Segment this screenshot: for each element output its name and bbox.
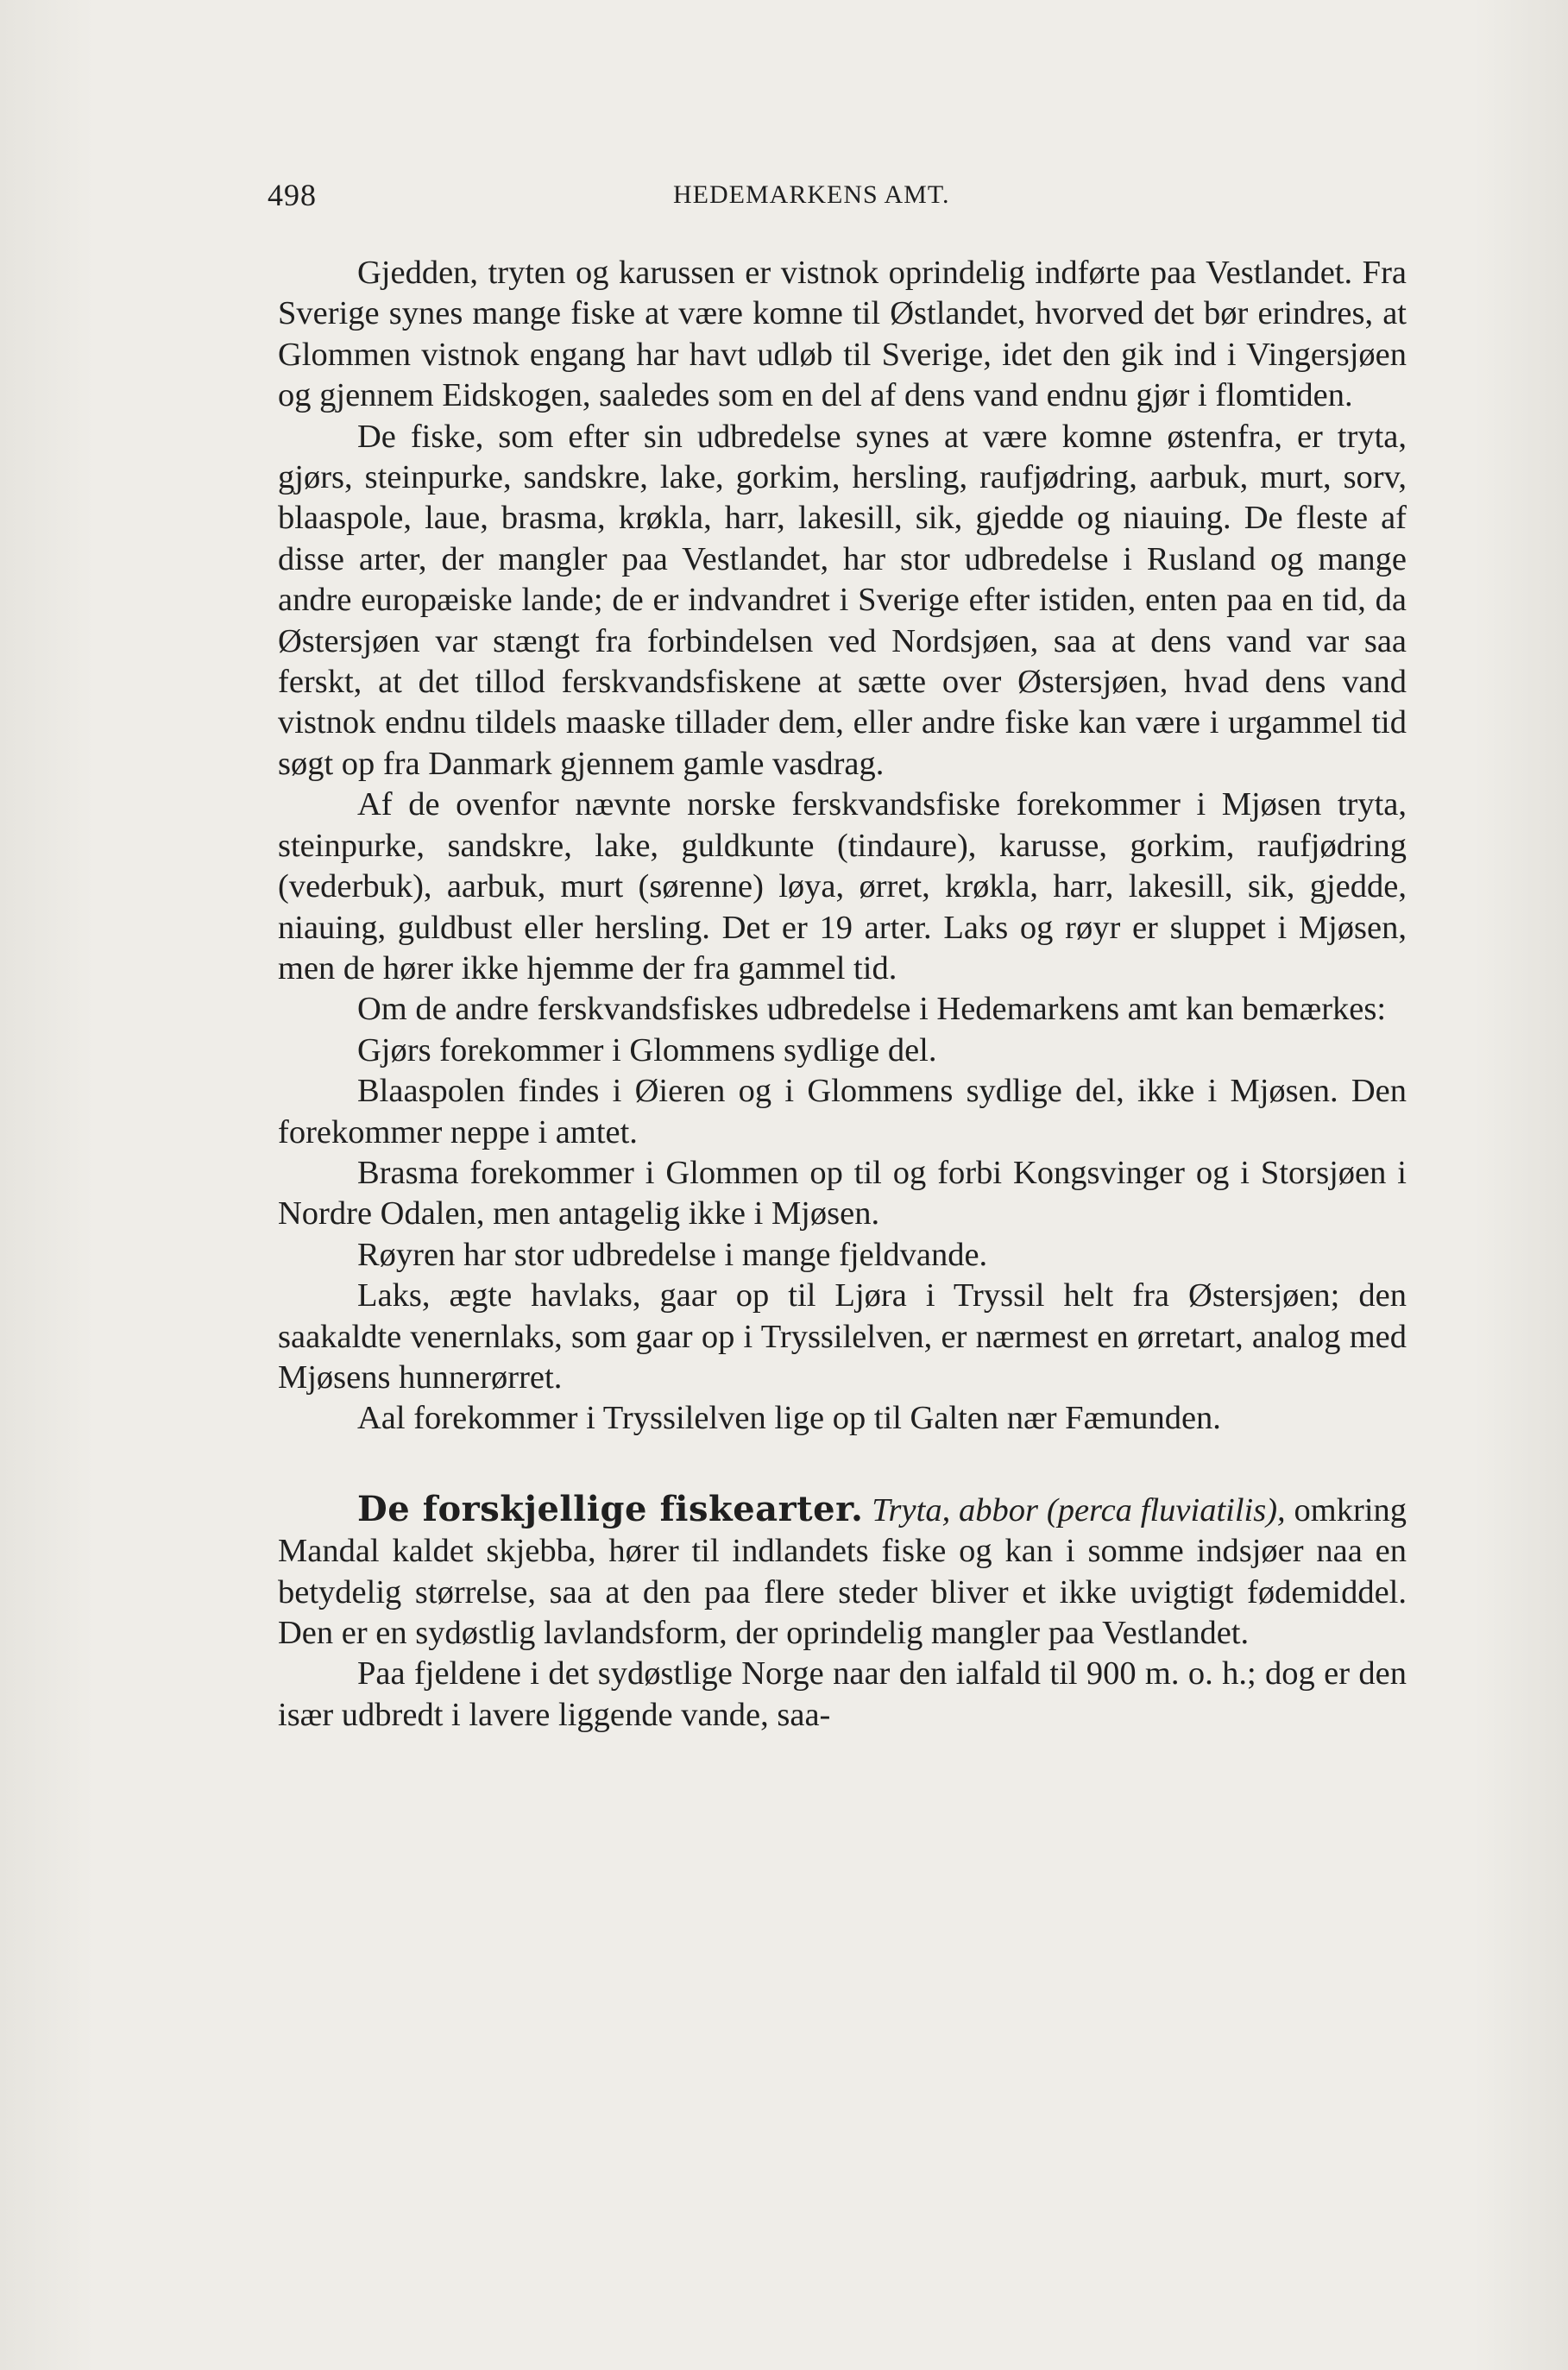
paragraph: De fiske, som efter sin udbredelse synes at være komne østenfra, er tryta, gjørs, steinpurke, sandskre, lake, gorkim, hersling, raufjødring, aarbuk, murt, sorv, blaaspole, laue, brasma, krøkla, harr, lakesill, sik, gjedde og niauing. De fleste af disse arter, der mangler paa Vestlandet, har stor udbredelse i Rusland og mange andre europæiske lande; de er indvandret i Sverige efter istiden, enten paa en tid, da Østersjøen var stængt fra forbindelsen ved Nordsjøen, saa at dens vand var saa ferskt, at det tillod ferskvandsfiskene at sætte over Østersjøen, hvad dens vand vistnok endnu tildels maaske tillader dem, eller andre fiske kan være i urgammel tid søgt op fra Danmark gjennem gamle vasdrag.: [278, 418, 1407, 782]
page-number: 498: [268, 178, 317, 212]
section-gap: [278, 1440, 1407, 1489]
paragraph: Af de ovenfor nævnte norske ferskvandsfiske forekommer i Mjøsen tryta, steinpurke, sandskre, lake, guldkunte (tindaure), karusse, gorkim, raufjødring (vederbuk), aarbuk, murt (sørenne) løya, ørret, krøkla, harr, lakesill, sik, gjedde, niauing, guldbust eller hersling. Det er 19 arter. Laks og røyr er sluppet i Mjøsen, men de hører ikke hjemme der fra gammel tid.: [278, 786, 1407, 986]
paragraph: Blaaspolen findes i Øieren og i Glommens sydlige del, ikke i Mjøsen. Den forekommer neppe i amtet.: [278, 1073, 1407, 1150]
paragraph: Brasma forekommer i Glommen op til og forbi Kongsvinger og i Storsjøen i Nordre Odalen, men antagelig ikke i Mjøsen.: [278, 1154, 1407, 1232]
paragraph: Aal forekommer i Tryssilelven lige op til Galten nær Fæmunden.: [357, 1400, 1221, 1437]
paragraph: Paa fjeldene i det sydøstlige Norge naar den ialfald til 900 m. o. h.; dog er den især udbredt i lavere liggende vande, saa-: [278, 1655, 1407, 1733]
section-paragraph-text: omkring Mandal kaldet skjebba, hører til indlandets fiske og kan i somme indsjøer naa en betydelig størrelse, saa at den paa flere steder bliver et ikke uvigtigt fødemiddel. Den er en sydøstlig lavlandsform, der oprindelig mangler paa Vestlandet.: [278, 1491, 1407, 1651]
paragraph: Gjedden, tryten og karussen er vistnok oprindelig indførte paa Vestlandet. Fra Sverige synes mange fiske at være komne til Østlandet, hvorved det bør erindres, at Glommen vistnok engang har havt udløb til Sverige, idet den gik ind i Vingersjøen og gjennem Eidskogen, saaledes som en del af dens vand endnu gjør i flomtiden.: [278, 255, 1407, 414]
page-header: [268, 177, 1407, 218]
section-paragraph: [278, 1489, 1407, 1655]
species-name: Tryta, abbor (perca fluviatilis),: [872, 1491, 1286, 1529]
body-text: [278, 253, 1407, 1736]
paragraph: Laks, ægte havlaks, gaar op til Ljøra i Tryssil helt fra Østersjøen; den saakaldte venernlaks, som gaar op i Tryssilelven, er nærmest en ørretart, analog med Mjøsens hunnerørret.: [278, 1277, 1407, 1396]
paragraph: Om de andre ferskvandsfiskes udbredelse i Hedemarkens amt kan bemærkes:: [357, 991, 1387, 1028]
paragraph: Gjørs forekommer i Glommens sydlige del.: [357, 1031, 937, 1068]
running-head: HEDEMARKENS AMT.: [673, 180, 950, 209]
section-heading: De forskjellige fiskearter.: [357, 1488, 864, 1529]
paragraph: Røyren har stor udbredelse i mange fjeldvande.: [357, 1236, 988, 1273]
